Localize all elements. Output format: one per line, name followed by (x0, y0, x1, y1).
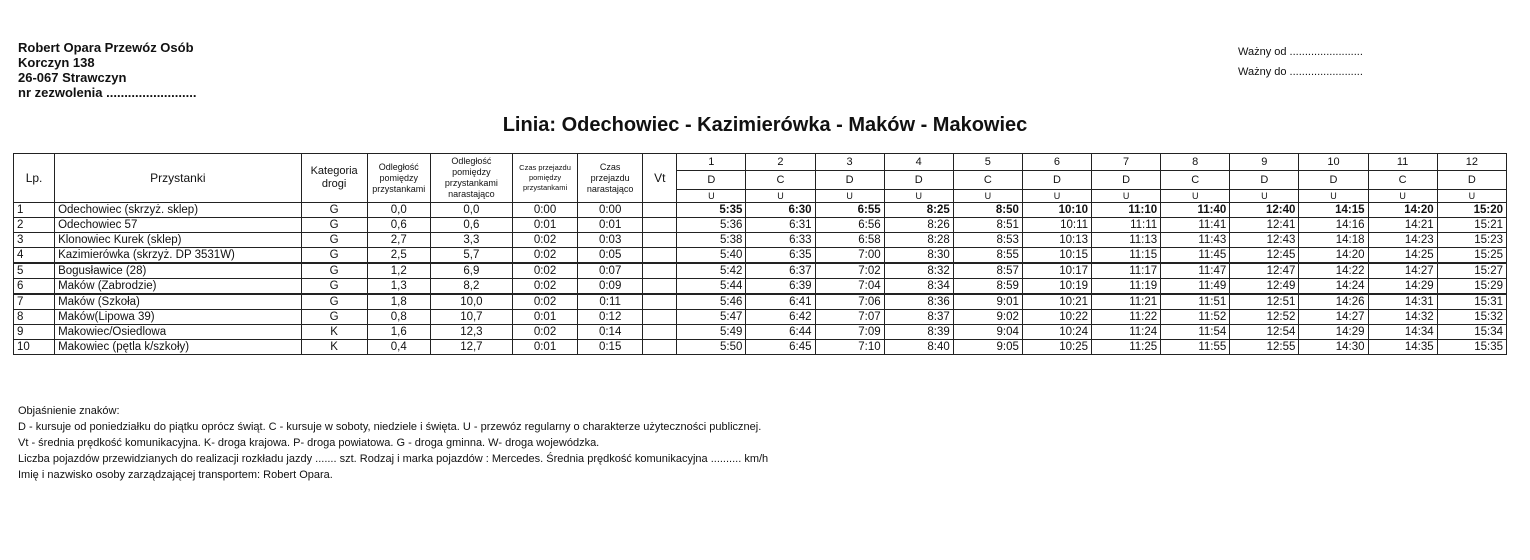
travel-time-cumulative: 0:09 (578, 279, 643, 295)
travel-time-cumulative: 0:00 (578, 203, 643, 218)
departure-time: 10:22 (1022, 310, 1091, 325)
service-code: U (1299, 190, 1368, 203)
service-code: U (1437, 190, 1506, 203)
stop-name: Maków (Zabrodzie) (55, 279, 301, 295)
course-number: 2 (746, 154, 815, 171)
course-number: 7 (1092, 154, 1161, 171)
departure-time: 12:52 (1230, 310, 1299, 325)
table-row (14, 263, 1507, 279)
road-category: K (301, 340, 367, 355)
service-code: U (815, 190, 884, 203)
departure-time: 14:29 (1368, 279, 1437, 295)
departure-time: 14:27 (1299, 310, 1368, 325)
stop-lp: 1 (14, 203, 55, 218)
departure-time: 15:25 (1437, 248, 1506, 264)
departure-time: 8:57 (953, 263, 1022, 279)
departure-time: 8:53 (953, 233, 1022, 248)
day-code: D (1022, 171, 1091, 190)
day-code: D (1230, 171, 1299, 190)
distance: 2,7 (367, 233, 430, 248)
departure-time: 11:54 (1161, 325, 1230, 340)
departure-time: 15:34 (1437, 325, 1506, 340)
departure-time: 14:34 (1368, 325, 1437, 340)
vt-value (643, 203, 677, 218)
departure-time: 10:19 (1022, 279, 1091, 295)
distance: 1,2 (367, 263, 430, 279)
vt-value (643, 294, 677, 310)
departure-time: 7:07 (815, 310, 884, 325)
course-number: 10 (1299, 154, 1368, 171)
departure-time: 6:44 (746, 325, 815, 340)
distance: 0,6 (367, 218, 430, 233)
departure-time: 15:35 (1437, 340, 1506, 355)
departure-time: 7:02 (815, 263, 884, 279)
distance-cumulative: 6,9 (430, 263, 512, 279)
distance: 1,6 (367, 325, 430, 340)
road-category: G (301, 279, 367, 295)
departure-time: 10:25 (1022, 340, 1091, 355)
line-title: Linia: Odechowiec - Kazimierówka - Maków - Makowiec (502, 114, 1028, 136)
permit-number: nr zezwolenia ......................... (18, 85, 197, 100)
legend-line: Vt - średnia prędkość komunikacyjna. K- droga krajowa. P- droga powiatowa. G - droga gminna. W- droga wojewódzka. (18, 437, 600, 449)
travel-time: 0:02 (512, 294, 577, 310)
distance-cumulative: 0,6 (430, 218, 512, 233)
stop-lp: 4 (14, 248, 55, 264)
service-code: U (677, 190, 746, 203)
departure-time: 5:35 (677, 203, 746, 218)
course-number: 1 (677, 154, 746, 171)
departure-time: 9:01 (953, 294, 1022, 310)
departure-time: 7:10 (815, 340, 884, 355)
stop-name: Maków(Lipowa 39) (55, 310, 301, 325)
departure-time: 9:05 (953, 340, 1022, 355)
stop-lp: 8 (14, 310, 55, 325)
distance: 0,4 (367, 340, 430, 355)
course-number: 9 (1230, 154, 1299, 171)
travel-time-cumulative: 0:14 (578, 325, 643, 340)
departure-time: 11:11 (1092, 218, 1161, 233)
departure-time: 7:09 (815, 325, 884, 340)
service-code: U (884, 190, 953, 203)
course-number: 5 (953, 154, 1022, 171)
departure-time: 11:22 (1092, 310, 1161, 325)
col-header-lp: Lp. (14, 154, 55, 203)
distance-cumulative: 12,3 (430, 325, 512, 340)
stop-lp: 10 (14, 340, 55, 355)
service-code: U (746, 190, 815, 203)
service-code: U (1161, 190, 1230, 203)
departure-time: 11:17 (1092, 263, 1161, 279)
vt-value (643, 248, 677, 264)
table-row (14, 340, 1507, 355)
stop-lp: 2 (14, 218, 55, 233)
stop-name: Kazimierówka (skrzyż. DP 3531W) (55, 248, 301, 264)
departure-time: 11:25 (1092, 340, 1161, 355)
departure-time: 14:35 (1368, 340, 1437, 355)
travel-time: 0:02 (512, 263, 577, 279)
departure-time: 8:59 (953, 279, 1022, 295)
departure-time: 15:20 (1437, 203, 1506, 218)
departure-time: 8:40 (884, 340, 953, 355)
stop-name: Makowiec (pętla k/szkoły) (55, 340, 301, 355)
departure-time: 11:10 (1092, 203, 1161, 218)
departure-time: 10:10 (1022, 203, 1091, 218)
company-address-street: Korczyn 138 (18, 55, 95, 70)
table-row (14, 218, 1507, 233)
travel-time: 0:02 (512, 248, 577, 264)
company-address-city: 26-067 Strawczyn (18, 70, 127, 85)
service-code: U (1230, 190, 1299, 203)
departure-time: 8:26 (884, 218, 953, 233)
col-header-vt: Vt (643, 154, 677, 203)
table-row (14, 233, 1507, 248)
travel-time: 0:00 (512, 203, 577, 218)
stop-name: Maków (Szkoła) (55, 294, 301, 310)
day-code: D (677, 171, 746, 190)
service-code: U (1022, 190, 1091, 203)
vt-value (643, 233, 677, 248)
departure-time: 14:23 (1368, 233, 1437, 248)
course-number: 8 (1161, 154, 1230, 171)
travel-time: 0:01 (512, 340, 577, 355)
departure-time: 14:32 (1368, 310, 1437, 325)
departure-time: 14:25 (1368, 248, 1437, 264)
departure-time: 11:19 (1092, 279, 1161, 295)
vt-value (643, 325, 677, 340)
table-row (14, 248, 1507, 264)
departure-time: 14:15 (1299, 203, 1368, 218)
departure-time: 8:30 (884, 248, 953, 264)
table-row (14, 325, 1507, 340)
legend-line: Liczba pojazdów przewidzianych do realizacji rozkładu jazdy ....... szt. Rodzaj i marka pojazdów : Mercedes. Średnia prędkość komunikacyjna .......... km/h (18, 453, 769, 465)
vt-value (643, 218, 677, 233)
vt-value (643, 263, 677, 279)
departure-time: 11:51 (1161, 294, 1230, 310)
departure-time: 6:45 (746, 340, 815, 355)
departure-time: 12:49 (1230, 279, 1299, 295)
departure-time: 5:44 (677, 279, 746, 295)
departure-time: 10:21 (1022, 294, 1091, 310)
table-row (14, 279, 1507, 295)
departure-time: 11:45 (1161, 248, 1230, 264)
distance-cumulative: 3,3 (430, 233, 512, 248)
travel-time: 0:02 (512, 233, 577, 248)
departure-time: 5:40 (677, 248, 746, 264)
departure-time: 14:24 (1299, 279, 1368, 295)
departure-time: 11:13 (1092, 233, 1161, 248)
distance-cumulative: 5,7 (430, 248, 512, 264)
road-category: K (301, 325, 367, 340)
departure-time: 14:20 (1299, 248, 1368, 264)
departure-time: 11:15 (1092, 248, 1161, 264)
table-row (14, 310, 1507, 325)
table-row (14, 203, 1507, 218)
course-number: 4 (884, 154, 953, 171)
departure-time: 11:43 (1161, 233, 1230, 248)
departure-time: 15:32 (1437, 310, 1506, 325)
departure-time: 14:21 (1368, 218, 1437, 233)
company-info (18, 40, 196, 100)
day-code: D (815, 171, 884, 190)
service-code: U (953, 190, 1022, 203)
col-header-stops: Przystanki (55, 154, 301, 203)
departure-time: 6:37 (746, 263, 815, 279)
departure-time: 10:15 (1022, 248, 1091, 264)
stop-lp: 7 (14, 294, 55, 310)
departure-time: 7:00 (815, 248, 884, 264)
day-code: C (746, 171, 815, 190)
day-code: D (1437, 171, 1506, 190)
stop-name: Makowiec/Osiedlowa (55, 325, 301, 340)
vt-value (643, 310, 677, 325)
stop-lp: 6 (14, 279, 55, 295)
departure-time: 12:41 (1230, 218, 1299, 233)
stop-name: Odechowiec 57 (55, 218, 301, 233)
road-category: G (301, 218, 367, 233)
vt-value (643, 279, 677, 295)
travel-time-cumulative: 0:03 (578, 233, 643, 248)
departure-time: 6:31 (746, 218, 815, 233)
departure-time: 8:34 (884, 279, 953, 295)
road-category: G (301, 310, 367, 325)
service-code: U (1092, 190, 1161, 203)
departure-time: 10:24 (1022, 325, 1091, 340)
day-code: C (1161, 171, 1230, 190)
day-code: D (1299, 171, 1368, 190)
distance-cumulative: 0,0 (430, 203, 512, 218)
valid-from: Ważny od ........................ (1238, 46, 1363, 58)
service-code: U (1368, 190, 1437, 203)
departure-time: 8:37 (884, 310, 953, 325)
departure-time: 9:04 (953, 325, 1022, 340)
departure-time: 5:36 (677, 218, 746, 233)
departure-time: 15:31 (1437, 294, 1506, 310)
departure-time: 14:20 (1368, 203, 1437, 218)
departure-time: 12:43 (1230, 233, 1299, 248)
timetable (13, 153, 1507, 355)
legend-line: D - kursuje od poniedziałku do piątku oprócz świąt. C - kursuje w soboty, niedziele i święta. U - przewóz regularny o charakterze użyteczności publicznej. (18, 421, 762, 433)
road-category: G (301, 203, 367, 218)
stop-lp: 5 (14, 263, 55, 279)
distance: 2,5 (367, 248, 430, 264)
departure-time: 6:39 (746, 279, 815, 295)
departure-time: 14:18 (1299, 233, 1368, 248)
departure-time: 8:32 (884, 263, 953, 279)
departure-time: 15:21 (1437, 218, 1506, 233)
distance: 0,8 (367, 310, 430, 325)
departure-time: 14:16 (1299, 218, 1368, 233)
distance-cumulative: 12,7 (430, 340, 512, 355)
departure-time: 8:39 (884, 325, 953, 340)
day-code: C (1368, 171, 1437, 190)
road-category: G (301, 248, 367, 264)
departure-time: 14:22 (1299, 263, 1368, 279)
travel-time: 0:02 (512, 279, 577, 295)
road-category: G (301, 294, 367, 310)
departure-time: 10:17 (1022, 263, 1091, 279)
travel-time-cumulative: 0:01 (578, 218, 643, 233)
header-row (14, 154, 1507, 171)
travel-time-cumulative: 0:05 (578, 248, 643, 264)
departure-time: 6:35 (746, 248, 815, 264)
departure-time: 7:06 (815, 294, 884, 310)
departure-time: 7:04 (815, 279, 884, 295)
departure-time: 15:29 (1437, 279, 1506, 295)
departure-time: 12:51 (1230, 294, 1299, 310)
travel-time-cumulative: 0:07 (578, 263, 643, 279)
distance: 1,3 (367, 279, 430, 295)
departure-time: 12:55 (1230, 340, 1299, 355)
stop-name: Bogusławice (28) (55, 263, 301, 279)
departure-time: 11:21 (1092, 294, 1161, 310)
departure-time: 11:47 (1161, 263, 1230, 279)
col-header-travel-time-cumulative: Czas przejazdu narastająco (578, 154, 643, 203)
timetable-body (14, 203, 1507, 355)
departure-time: 8:25 (884, 203, 953, 218)
vt-value (643, 340, 677, 355)
departure-time: 6:33 (746, 233, 815, 248)
departure-time: 14:30 (1299, 340, 1368, 355)
col-header-distance-cumulative: Odległość pomiędzy przystankami narastająco (430, 154, 512, 203)
course-number: 12 (1437, 154, 1506, 171)
legend (18, 403, 768, 483)
departure-time: 12:45 (1230, 248, 1299, 264)
distance-cumulative: 10,0 (430, 294, 512, 310)
departure-time: 8:36 (884, 294, 953, 310)
departure-time: 5:38 (677, 233, 746, 248)
travel-time-cumulative: 0:12 (578, 310, 643, 325)
departure-time: 5:46 (677, 294, 746, 310)
departure-time: 11:40 (1161, 203, 1230, 218)
legend-title: Objaśnienie znaków: (18, 405, 120, 417)
legend-line: Imię i nazwisko osoby zarządzającej transportem: Robert Opara. (18, 469, 333, 481)
travel-time-cumulative: 0:15 (578, 340, 643, 355)
departure-time: 6:55 (815, 203, 884, 218)
departure-time: 12:40 (1230, 203, 1299, 218)
distance-cumulative: 10,7 (430, 310, 512, 325)
departure-time: 5:49 (677, 325, 746, 340)
departure-time: 15:27 (1437, 263, 1506, 279)
col-header-distance: Odległość pomiędzy przystankami (367, 154, 430, 203)
table-row (14, 294, 1507, 310)
travel-time: 0:01 (512, 218, 577, 233)
departure-time: 11:24 (1092, 325, 1161, 340)
course-number: 3 (815, 154, 884, 171)
travel-time: 0:02 (512, 325, 577, 340)
departure-time: 12:47 (1230, 263, 1299, 279)
departure-time: 14:29 (1299, 325, 1368, 340)
stop-lp: 3 (14, 233, 55, 248)
departure-time: 14:27 (1368, 263, 1437, 279)
departure-time: 11:41 (1161, 218, 1230, 233)
departure-time: 6:30 (746, 203, 815, 218)
departure-time: 6:56 (815, 218, 884, 233)
travel-time: 0:01 (512, 310, 577, 325)
departure-time: 8:28 (884, 233, 953, 248)
distance-cumulative: 8,2 (430, 279, 512, 295)
day-code: D (1092, 171, 1161, 190)
departure-time: 12:54 (1230, 325, 1299, 340)
company-name: Robert Opara Przewóz Osób (18, 40, 194, 55)
distance: 1,8 (367, 294, 430, 310)
stop-name: Odechowiec (skrzyż. sklep) (55, 203, 301, 218)
departure-time: 15:23 (1437, 233, 1506, 248)
departure-time: 6:41 (746, 294, 815, 310)
valid-to: Ważny do ........................ (1238, 66, 1363, 78)
departure-time: 8:55 (953, 248, 1022, 264)
col-header-travel-time: Czas przejazdu pomiędzy przystankami (512, 154, 577, 203)
departure-time: 14:31 (1368, 294, 1437, 310)
departure-time: 5:42 (677, 263, 746, 279)
course-number: 11 (1368, 154, 1437, 171)
day-code: D (884, 171, 953, 190)
departure-time: 8:50 (953, 203, 1022, 218)
col-header-category: Kategoria drogi (301, 154, 367, 203)
departure-time: 6:58 (815, 233, 884, 248)
departure-time: 11:52 (1161, 310, 1230, 325)
course-number: 6 (1022, 154, 1091, 171)
departure-time: 11:49 (1161, 279, 1230, 295)
departure-time: 10:11 (1022, 218, 1091, 233)
distance: 0,0 (367, 203, 430, 218)
stop-lp: 9 (14, 325, 55, 340)
road-category: G (301, 263, 367, 279)
departure-time: 14:26 (1299, 294, 1368, 310)
departure-time: 5:50 (677, 340, 746, 355)
departure-time: 10:13 (1022, 233, 1091, 248)
road-category: G (301, 233, 367, 248)
departure-time: 11:55 (1161, 340, 1230, 355)
departure-time: 5:47 (677, 310, 746, 325)
day-code: C (953, 171, 1022, 190)
stop-name: Klonowiec Kurek (sklep) (55, 233, 301, 248)
departure-time: 6:42 (746, 310, 815, 325)
departure-time: 9:02 (953, 310, 1022, 325)
travel-time-cumulative: 0:11 (578, 294, 643, 310)
departure-time: 8:51 (953, 218, 1022, 233)
validity-block (1238, 42, 1363, 82)
